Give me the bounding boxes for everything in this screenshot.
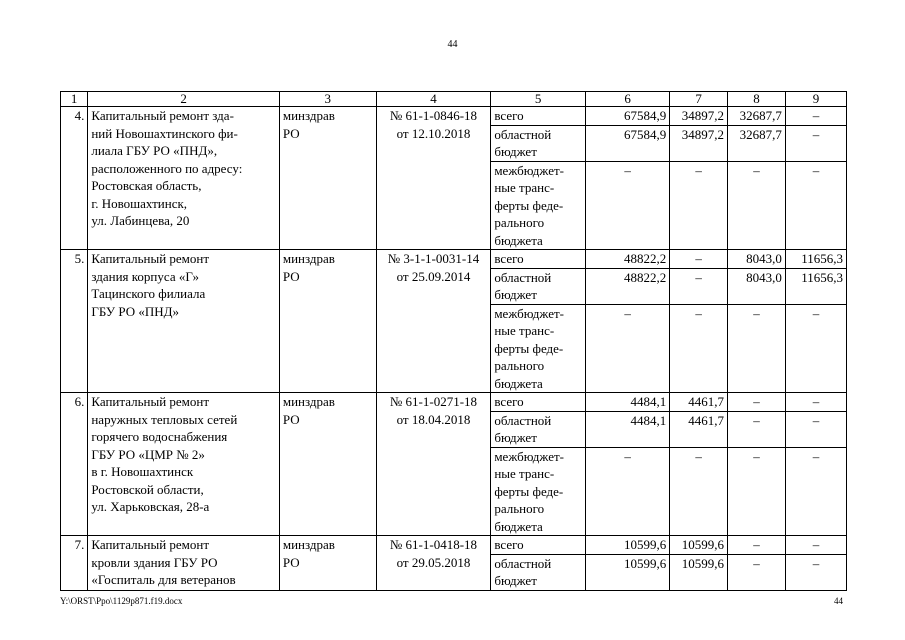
amount-c9: 11656,3	[785, 250, 846, 269]
object-name-line: расположенного по адресу:	[91, 160, 243, 176]
amount-c6: 48822,2	[586, 250, 670, 269]
header-cell: 6	[586, 92, 670, 107]
funding-source-line: бюджет	[494, 144, 537, 159]
amount-c9: –	[785, 411, 846, 447]
header-cell: 7	[670, 92, 728, 107]
object-name-line: в г. Новошахтинск	[91, 464, 194, 479]
amount-c6: 10599,6	[586, 536, 670, 555]
amount-c7: 4461,7	[670, 393, 728, 412]
amount-c6: 48822,2	[586, 268, 670, 304]
object-name-line: ул. Харьковская, 28-а	[91, 499, 210, 514]
table-row	[61, 393, 847, 412]
row-number: 6.	[61, 393, 88, 536]
funding-source-line: ные транс-	[494, 180, 555, 195]
amount-c6: 4484,1	[586, 411, 670, 447]
amount-c7: 10599,6	[670, 554, 728, 590]
funding-source-line: бюджета	[494, 232, 543, 248]
object-name-line: Капитальный ремонт	[91, 537, 210, 552]
document-cell	[376, 107, 491, 250]
object-name-cell	[88, 393, 280, 536]
document-cell	[376, 536, 491, 591]
amount-c8: 8043,0	[728, 268, 786, 304]
funding-source-line: межбюджет-	[494, 162, 565, 178]
amount-c6: –	[586, 304, 670, 393]
funding-source-cell	[491, 393, 586, 412]
funding-source-label: всего	[494, 108, 524, 123]
funding-source-line: областной	[494, 555, 552, 571]
amount-c8: –	[728, 536, 786, 555]
organization-line: РО	[282, 268, 300, 284]
funding-source-line: межбюджет-	[494, 448, 565, 464]
object-name-line: Ростовская область,	[91, 178, 202, 193]
amount-c9: –	[785, 447, 846, 536]
funding-source-cell	[491, 125, 586, 161]
funding-source-cell	[491, 536, 586, 555]
object-name-line: г. Новошахтинск,	[91, 195, 188, 211]
header-cell: 4	[376, 92, 491, 107]
funding-source-label: всего	[494, 251, 524, 266]
amount-c8: –	[728, 554, 786, 590]
amount-c7: –	[670, 161, 728, 250]
funding-source-cell	[491, 268, 586, 304]
funding-source-cell	[491, 411, 586, 447]
organization-cell	[279, 536, 376, 591]
organization-line: РО	[282, 554, 300, 570]
object-name-line: горячего водоснабжения	[91, 429, 228, 444]
document-line: № 61-1-0846-18	[389, 108, 478, 123]
funding-source-line: бюджета	[494, 375, 543, 391]
funding-source-line: областной	[494, 412, 552, 428]
document-line: от 18.04.2018	[396, 411, 471, 427]
document-line: № 61-1-0271-18	[389, 394, 478, 409]
funding-source-cell	[491, 161, 586, 250]
funding-source-line: межбюджет-	[494, 305, 565, 321]
row-number: 5.	[61, 250, 88, 393]
row-number: 4.	[61, 107, 88, 250]
funding-source-line: бюджета	[494, 518, 543, 534]
document-line: от 25.09.2014	[396, 268, 471, 284]
funding-source-line: бюджет	[494, 287, 537, 302]
amount-c6: 4484,1	[586, 393, 670, 412]
organization-line: минздрав	[282, 537, 335, 552]
object-name-line: ГБУ РО «ПНД»	[91, 303, 179, 319]
funding-source-line: рального	[494, 215, 545, 230]
amount-c6: –	[586, 161, 670, 250]
amount-c7: 4461,7	[670, 411, 728, 447]
document-line: от 12.10.2018	[396, 125, 471, 141]
amount-c9: –	[785, 554, 846, 590]
object-name-line: здания корпуса «Г»	[91, 268, 200, 284]
funding-source-cell	[491, 250, 586, 269]
amount-c8: 8043,0	[728, 250, 786, 269]
organization-line: минздрав	[282, 251, 335, 266]
organization-line: РО	[282, 125, 300, 141]
amount-c6: 67584,9	[586, 125, 670, 161]
amount-c8: 32687,7	[728, 125, 786, 161]
funding-source-cell	[491, 554, 586, 590]
amount-c8: 32687,7	[728, 107, 786, 126]
object-name-line: ний Новошахтинского фи-	[91, 125, 238, 141]
document-line: от 29.05.2018	[396, 554, 471, 570]
row-number: 7.	[61, 536, 88, 591]
table-header-row	[61, 92, 847, 107]
funding-source-line: областной	[494, 126, 552, 142]
funding-source-line: ные транс-	[494, 323, 555, 338]
object-name-line: «Госпиталь для ветеранов	[91, 572, 236, 587]
object-name-line: ул. Лабинцева, 20	[91, 213, 190, 228]
budget-table	[60, 91, 847, 591]
object-name-cell	[88, 250, 280, 393]
object-name-line: Капитальный ремонт	[91, 394, 210, 409]
amount-c9: 11656,3	[785, 268, 846, 304]
amount-c6: –	[586, 447, 670, 536]
funding-source-line: областной	[494, 269, 552, 285]
amount-c7: 34897,2	[670, 125, 728, 161]
table-row	[61, 536, 847, 555]
funding-source-cell	[491, 447, 586, 536]
object-name-line: кровли здания ГБУ РО	[91, 554, 218, 570]
amount-c8: –	[728, 411, 786, 447]
header-cell: 8	[728, 92, 786, 107]
amount-c7: 10599,6	[670, 536, 728, 555]
funding-source-line: бюджет	[494, 573, 537, 588]
organization-cell	[279, 393, 376, 536]
document-line: № 61-1-0418-18	[389, 537, 478, 552]
object-name-cell	[88, 536, 280, 591]
table-row	[61, 107, 847, 126]
organization-line: минздрав	[282, 108, 335, 123]
amount-c7: –	[670, 268, 728, 304]
amount-c9: –	[785, 161, 846, 250]
table-row	[61, 250, 847, 269]
object-name-line: Тацинского филиала	[91, 286, 206, 301]
object-name-cell	[88, 107, 280, 250]
page-number-top: 44	[447, 39, 458, 50]
amount-c6: 10599,6	[586, 554, 670, 590]
document-cell	[376, 393, 491, 536]
amount-c9: –	[785, 536, 846, 555]
amount-c9: –	[785, 304, 846, 393]
header-cell: 1	[61, 92, 88, 107]
funding-source-cell	[491, 304, 586, 393]
funding-source-line: рального	[494, 501, 545, 516]
object-name-line: Капитальный ремонт зда-	[91, 108, 234, 123]
funding-source-line: рального	[494, 358, 545, 373]
organization-line: РО	[282, 411, 300, 427]
funding-source-line: ферты феде-	[494, 340, 564, 356]
object-name-line: наружных тепловых сетей	[91, 411, 238, 427]
funding-source-label: всего	[494, 537, 524, 552]
amount-c6: 67584,9	[586, 107, 670, 126]
amount-c7: 34897,2	[670, 107, 728, 126]
header-cell: 3	[279, 92, 376, 107]
header-cell: 9	[785, 92, 846, 107]
funding-source-line: ферты феде-	[494, 197, 564, 213]
document-line: № 3-1-1-0031-14	[387, 251, 480, 266]
amount-c9: –	[785, 107, 846, 126]
page-number-bottom: 44	[834, 596, 843, 606]
organization-line: минздрав	[282, 394, 335, 409]
header-cell: 2	[88, 92, 280, 107]
funding-source-label: всего	[494, 394, 524, 409]
object-name-line: лиала ГБУ РО «ПНД»,	[91, 143, 218, 158]
organization-cell	[279, 107, 376, 250]
amount-c8: –	[728, 161, 786, 250]
amount-c9: –	[785, 125, 846, 161]
amount-c8: –	[728, 447, 786, 536]
object-name-line: ГБУ РО «ЦМР № 2»	[91, 446, 205, 462]
amount-c8: –	[728, 393, 786, 412]
funding-source-line: бюджет	[494, 430, 537, 445]
footer-file-path: Y:\ORST\Ppo\1129p871.f19.docx	[60, 596, 183, 606]
object-name-line: Капитальный ремонт	[91, 251, 210, 266]
amount-c9: –	[785, 393, 846, 412]
organization-cell	[279, 250, 376, 393]
funding-source-line: ные транс-	[494, 466, 555, 481]
amount-c7: –	[670, 250, 728, 269]
amount-c7: –	[670, 447, 728, 536]
amount-c7: –	[670, 304, 728, 393]
funding-source-cell	[491, 107, 586, 126]
document-cell	[376, 250, 491, 393]
header-cell: 5	[491, 92, 586, 107]
amount-c8: –	[728, 304, 786, 393]
funding-source-line: ферты феде-	[494, 483, 564, 499]
object-name-line: Ростовской области,	[91, 481, 204, 497]
